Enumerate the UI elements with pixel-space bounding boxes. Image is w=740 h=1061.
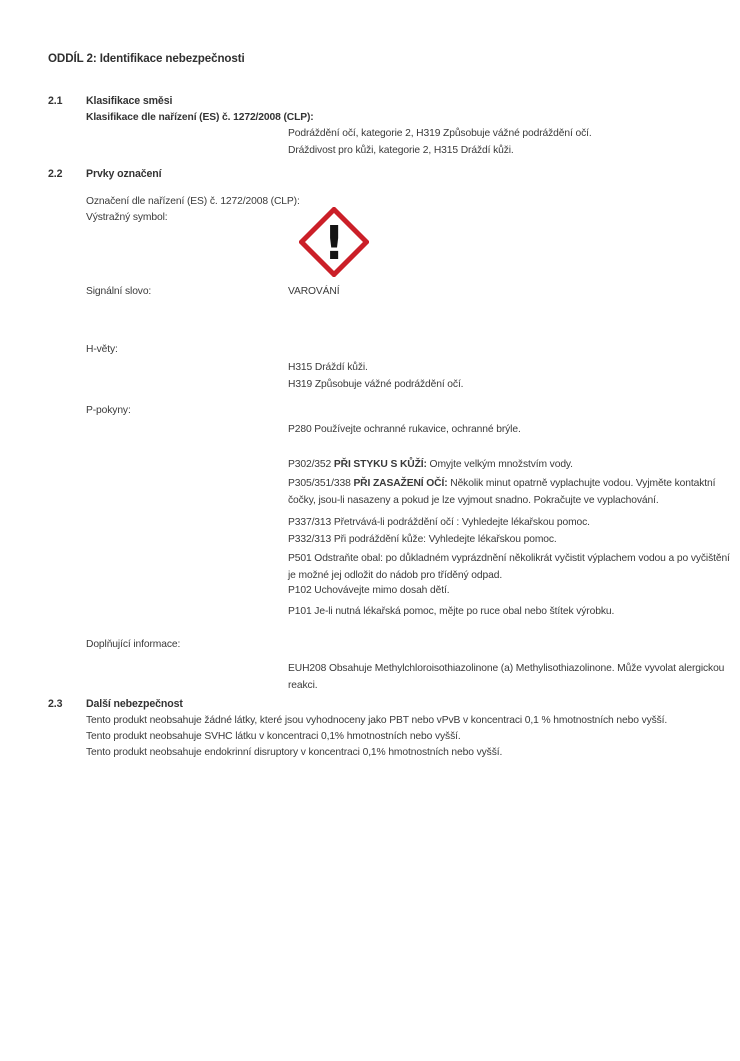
- p302-instruction: Omyjte velkým množstvím vody.: [426, 459, 573, 470]
- signal-word-value: VAROVÁNÍ: [288, 286, 340, 297]
- clp-labeling-line: Označení dle nařízení (ES) č. 1272/2008 (CLP):: [86, 196, 300, 207]
- p305-instruction: Několik minut opatrně vyplachujte vodou. Vyjměte kontaktní čočky, jsou-li nasazeny a pokud je lze vyjmout snadno. Pokračujte ve vyplachování.: [288, 478, 716, 506]
- p-statement-p101: P101 Je-li nutná lékařská pomoc, mějte po ruce obal nebo štítek výrobku.: [288, 606, 615, 617]
- h-statements-label: H-věty:: [86, 344, 118, 355]
- supplementary-info-euh208: EUH208 Obsahuje Methylchloroisothiazolinone (a) Methylisothiazolinone. Může vyvolat alergickou reakci.: [288, 663, 725, 691]
- classification-eye-irritation: Podráždění očí, kategorie 2, H319 Způsobuje vážné podráždění očí.: [288, 128, 592, 139]
- section-2-3-number: 2.3: [48, 698, 63, 710]
- section-2-1-heading: Klasifikace směsi: [86, 95, 173, 107]
- p-statement-p305: [288, 475, 730, 509]
- signal-word-label: Signální slovo:: [86, 286, 152, 297]
- h-statement-h315: H315 Dráždí kůži.: [288, 362, 368, 373]
- section-2-2-heading: Prvky označení: [86, 168, 162, 180]
- p-statement-p337: P337/313 Přetrvává-li podráždění očí : Vyhledejte lékařskou pomoc.: [288, 517, 590, 528]
- classification-skin-irritation: Dráždivost pro kůži, kategorie 2, H315 Dráždí kůži.: [288, 145, 514, 156]
- p302-code: P302/352: [288, 459, 334, 470]
- p-statements-label: P-pokyny:: [86, 405, 131, 416]
- pictogram-exclamation-glyph: !: [323, 216, 345, 270]
- h-statement-h319: H319 Způsobuje vážné podráždění očí.: [288, 379, 464, 390]
- other-hazards-line-svhc: Tento produkt neobsahuje SVHC látku v koncentraci 0,1% hmotnostních nebo vyšší.: [86, 731, 461, 742]
- section-2-1-number: 2.1: [48, 95, 63, 107]
- p305-condition: PŘI ZASAŽENÍ OČÍ:: [353, 478, 448, 489]
- ghs07-exclamation-mark-icon: [299, 207, 369, 277]
- p-statement-p302: [288, 458, 573, 471]
- clp-classification-subheading: Klasifikace dle nařízení (ES) č. 1272/2008 (CLP):: [86, 112, 314, 123]
- p302-condition: PŘI STYKU S KŮŽÍ:: [333, 459, 427, 470]
- section-2-title: ODDÍL 2: Identifikace nebezpečnosti: [48, 52, 245, 65]
- section-2-3-heading: Další nebezpečnost: [86, 698, 183, 710]
- section-2-2-number: 2.2: [48, 168, 63, 180]
- p-statement-p102: P102 Uchovávejte mimo dosah dětí.: [288, 585, 450, 596]
- other-hazards-line-endocrine: Tento produkt neobsahuje endokrinní disruptory v koncentraci 0,1% hmotnostních nebo vyšší.: [86, 747, 503, 758]
- p-statement-p332: P332/313 Při podráždění kůže: Vyhledejte lékařskou pomoc.: [288, 534, 557, 545]
- p-statement-p501: P501 Odstraňte obal: po důkladném vyprázdnění několikrát vyčistit výplachem vodou a po vyčištění je možné jej odložit do nádob pro tříděný odpad.: [288, 553, 730, 581]
- other-hazards-line-pbt: Tento produkt neobsahuje žádné látky, které jsou vyhodnoceny jako PBT nebo vPvB v koncentraci 0,1 % hmotnostních nebo vyšší.: [86, 715, 668, 726]
- p-statement-p280: P280 Používejte ochranné rukavice, ochranné brýle.: [288, 424, 521, 435]
- hazard-pictogram-label: Výstražný symbol:: [86, 212, 168, 223]
- p305-code: P305/351/338: [288, 478, 354, 489]
- supplementary-info-label: Doplňující informace:: [86, 639, 181, 650]
